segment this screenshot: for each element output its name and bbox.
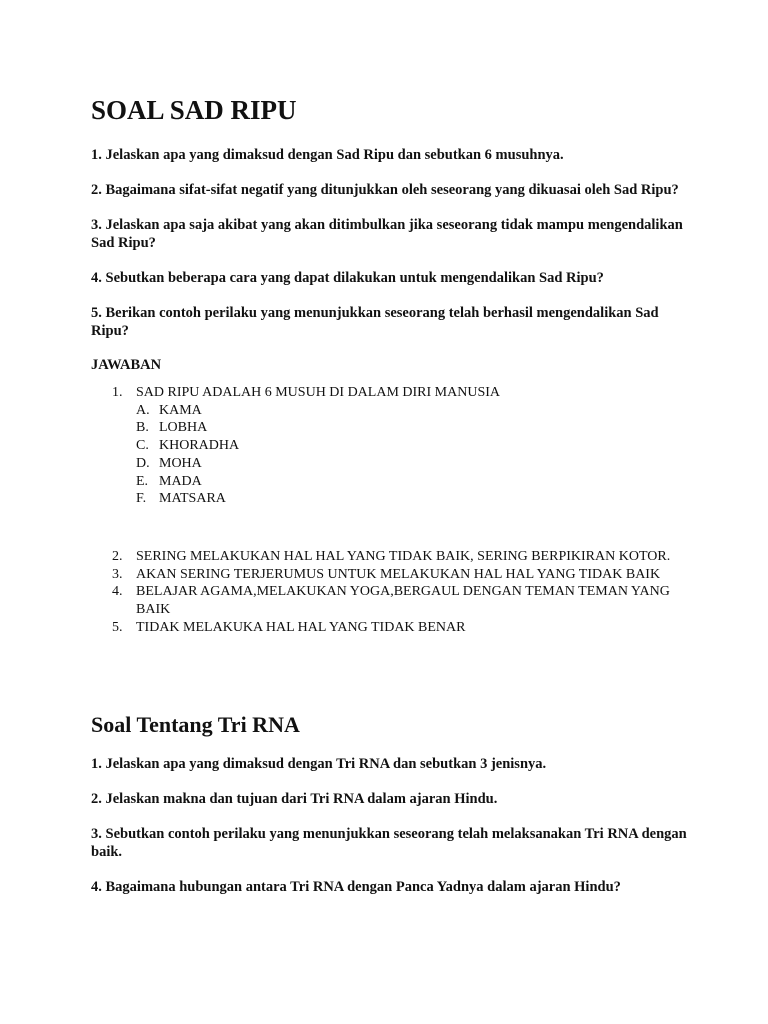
sub-text: MADA (159, 473, 202, 489)
answer-item (91, 619, 691, 637)
sub-text: KHORADHA (159, 438, 240, 454)
sub-letter: B. (136, 420, 149, 436)
sub-item (91, 419, 691, 437)
tri-rna-question-2: 2. Jelaskan makna dan tujuan dari Tri RNA dalam ajaran Hindu. (91, 791, 498, 808)
question-5: 5. Berikan contoh perilaku yang menunjukkan seseorang telah berhasil mengendalikan Sad Ripu? (91, 305, 659, 339)
answer-list (91, 384, 691, 636)
section-title-sad-ripu: SOAL SAD RIPU (91, 95, 297, 125)
tri-rna-question-3: 3. Sebutkan contoh perilaku yang menunjukkan seseorang telah melaksanakan Tri RNA dengan baik. (91, 826, 687, 861)
answer-item (91, 548, 691, 566)
sub-letter: E. (136, 473, 149, 489)
answer-text: AKAN SERING TERJERUMUS UNTUK MELAKUKAN HAL HAL YANG TIDAK BAIK (136, 566, 661, 582)
sub-letter: C. (136, 438, 149, 454)
sub-text: LOBHA (159, 420, 208, 436)
sub-letter: A. (136, 402, 150, 418)
answer-number: 5. (112, 619, 123, 635)
answer-text: SAD RIPU ADALAH 6 MUSUH DI DALAM DIRI MANUSIA (136, 385, 501, 400)
question-4: 4. Sebutkan beberapa cara yang dapat dilakukan untuk mengendalikan Sad Ripu? (91, 270, 604, 286)
sub-text: KAMA (159, 402, 202, 418)
sub-item (91, 402, 691, 420)
answer-number: 3. (112, 566, 123, 582)
sub-item (91, 437, 691, 455)
answer-item (91, 384, 691, 402)
sub-list (91, 402, 691, 508)
sub-item (91, 455, 691, 473)
answer-text: BELAJAR AGAMA,MELAKUKAN YOGA,BERGAUL DENGAN TEMAN TEMAN YANG BAIK (136, 584, 670, 618)
section-title-tri-rna: Soal Tentang Tri RNA (91, 712, 300, 738)
sub-text: MOHA (159, 455, 202, 471)
answer-number: 4. (112, 584, 123, 600)
answers-label: JAWABAN (91, 357, 162, 373)
answer-number: 1. (112, 385, 123, 400)
question-3: 3. Jelaskan apa saja akibat yang akan ditimbulkan jika seseorang tidak mampu mengendalikan Sad Ripu? (91, 217, 683, 251)
sub-text: MATSARA (159, 491, 226, 507)
sub-item (91, 473, 691, 491)
answer-item (91, 583, 691, 618)
sub-item (91, 490, 691, 508)
sub-letter: D. (136, 455, 150, 471)
document-page (91, 0, 691, 896)
question-1: 1. Jelaskan apa yang dimaksud dengan Sad Ripu dan sebutkan 6 musuhnya. (91, 147, 564, 163)
question-2: 2. Bagaimana sifat-sifat negatif yang ditunjukkan oleh seseorang yang dikuasai oleh Sad Ripu? (91, 182, 679, 198)
answer-number: 2. (112, 548, 123, 564)
answer-text: SERING MELAKUKAN HAL HAL YANG TIDAK BAIK, SERING BERPIKIRAN KOTOR. (136, 548, 671, 564)
tri-rna-question-1: 1. Jelaskan apa yang dimaksud dengan Tri RNA dan sebutkan 3 jenisnya. (91, 756, 547, 773)
sub-letter: F. (136, 491, 147, 507)
answer-text: TIDAK MELAKUKA HAL HAL YANG TIDAK BENAR (136, 619, 466, 635)
tri-rna-question-4: 4. Bagaimana hubungan antara Tri RNA dengan Panca Yadnya dalam ajaran Hindu? (91, 879, 621, 896)
answer-item (91, 566, 691, 584)
